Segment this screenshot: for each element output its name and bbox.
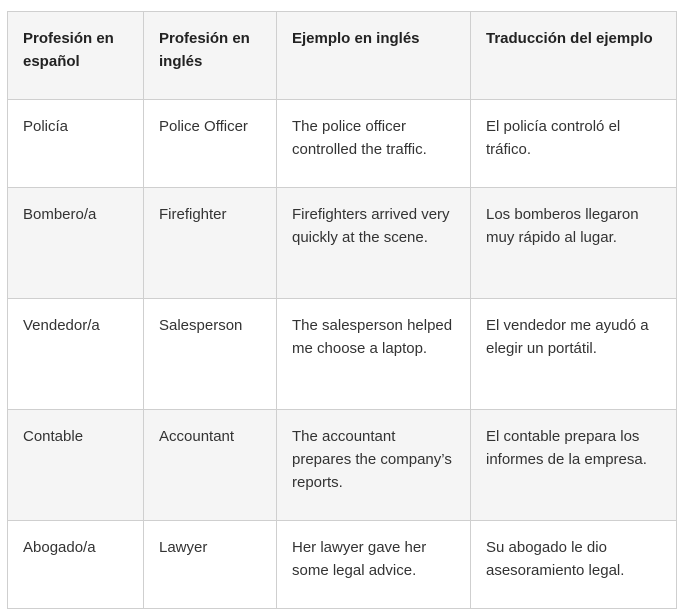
cell-profession-english: Salesperson — [144, 299, 277, 410]
cell-profession-spanish: Abogado/a — [8, 521, 144, 609]
cell-profession-spanish: Contable — [8, 410, 144, 521]
cell-profession-spanish: Bombero/a — [8, 188, 144, 299]
professions-table — [7, 11, 677, 609]
cell-profession-english: Accountant — [144, 410, 277, 521]
table-row — [8, 521, 677, 609]
cell-profession-english: Firefighter — [144, 188, 277, 299]
cell-example-translation: El policía controló el tráfico. — [471, 100, 677, 188]
table-row — [8, 299, 677, 410]
cell-example-english: The accountant prepares the company’s reports. — [277, 410, 471, 521]
table-row — [8, 100, 677, 188]
header-profession-spanish: Profesión en español — [8, 12, 144, 100]
cell-example-translation: Su abogado le dio asesoramiento legal. — [471, 521, 677, 609]
cell-example-translation: El vendedor me ayudó a elegir un portátil. — [471, 299, 677, 410]
cell-example-english: The police officer controlled the traffic. — [277, 100, 471, 188]
cell-example-english: Firefighters arrived very quickly at the scene. — [277, 188, 471, 299]
header-example-english: Ejemplo en inglés — [277, 12, 471, 100]
header-profession-english: Profesión en inglés — [144, 12, 277, 100]
cell-profession-english: Police Officer — [144, 100, 277, 188]
table-header-row — [8, 12, 677, 100]
cell-example-english: The salesperson helped me choose a laptop. — [277, 299, 471, 410]
table-row — [8, 410, 677, 521]
cell-example-english: Her lawyer gave her some legal advice. — [277, 521, 471, 609]
cell-profession-spanish: Vendedor/a — [8, 299, 144, 410]
header-example-translation: Traducción del ejemplo — [471, 12, 677, 100]
cell-profession-spanish: Policía — [8, 100, 144, 188]
cell-example-translation: Los bomberos llegaron muy rápido al lugar. — [471, 188, 677, 299]
table-row — [8, 188, 677, 299]
cell-profession-english: Lawyer — [144, 521, 277, 609]
cell-example-translation: El contable prepara los informes de la empresa. — [471, 410, 677, 521]
